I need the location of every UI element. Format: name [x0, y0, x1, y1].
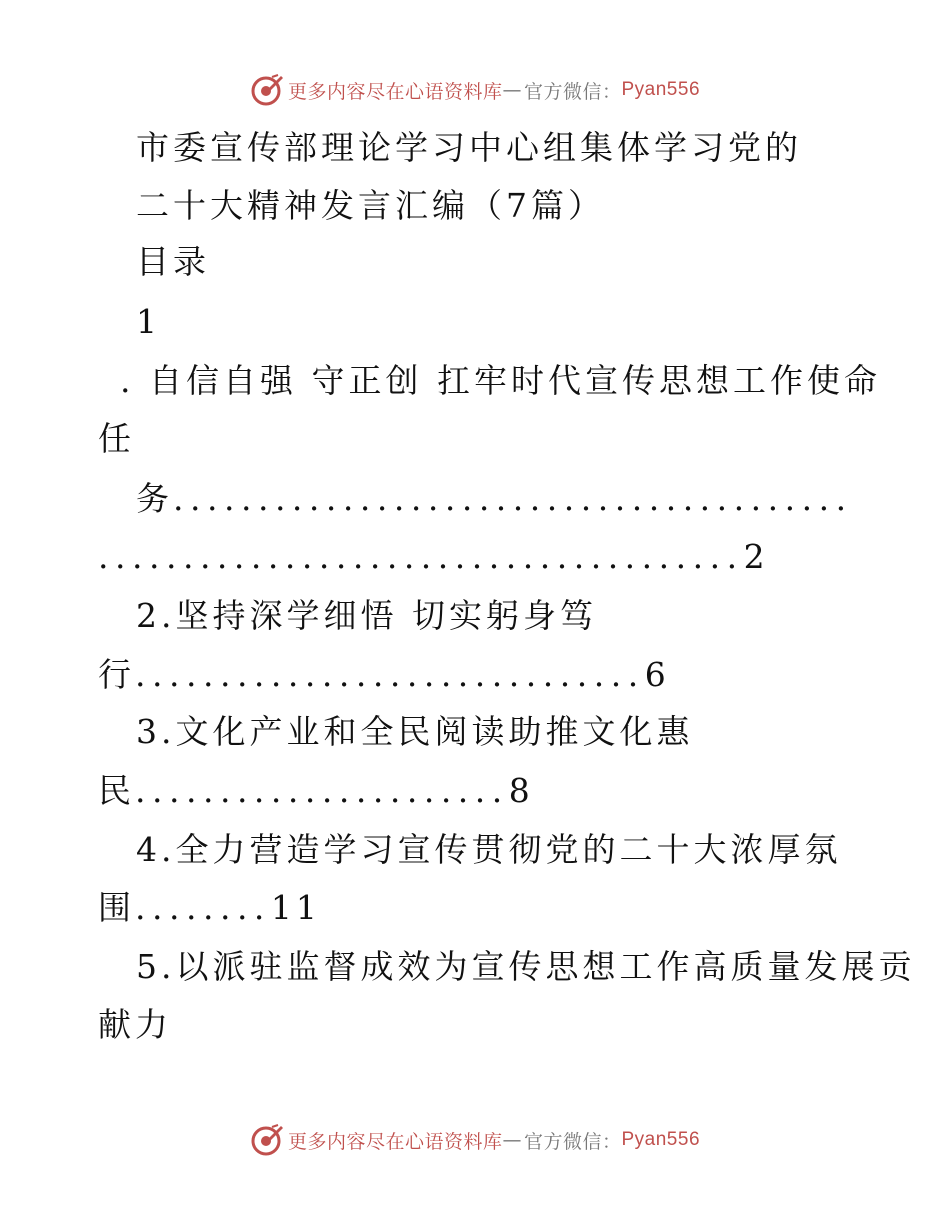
toc-entry-3-wrap: [98, 771, 534, 811]
toc-entry-3-number: 3.: [136, 712, 176, 751]
document-title-line-1: 市委宣传部理论学习中心组集体学习党的: [136, 128, 802, 167]
banner-separator: —: [502, 1129, 522, 1151]
toc-heading: 目录: [136, 242, 210, 281]
banner-wechat-id: Pyan556: [621, 1129, 701, 1150]
toc-entry-1-title-wrap-2: [136, 479, 853, 519]
toc-entry-1-number: 1: [136, 302, 161, 341]
toc-entry-1-leader-2: ......................................: [98, 537, 744, 576]
toc-entry-2-title-wrap: 行: [98, 655, 135, 694]
toc-entry-3-title: 文化产业和全民阅读助推文化惠: [175, 712, 694, 751]
toc-entry-2-wrap: [98, 655, 670, 695]
toc-entry-2-page: 6: [644, 655, 670, 694]
toc-entry-5-title: 以派驻监督成效为宣传思想工作高质量发展贡: [175, 947, 916, 986]
toc-entry-2-title: 坚持深学细悟 切实躬身笃: [175, 596, 597, 635]
toc-entry-5-number: 5.: [136, 947, 176, 986]
document-title-line-2: 二十大精神发言汇编（7篇）: [136, 186, 605, 225]
pen-logo-icon: [250, 1123, 284, 1157]
toc-entry-4-page: 11: [270, 888, 321, 927]
toc-entry-3: [136, 712, 694, 752]
toc-entry-4-leader: ........: [135, 888, 271, 927]
watermark-banner-top: [0, 70, 950, 110]
toc-entry-4-title: 全力营造学习宣传贯彻党的二十大浓厚氛: [175, 830, 842, 869]
toc-entry-4-number: 4.: [136, 830, 176, 869]
toc-entry-1-title: . 自信自强 守正创 扛牢时代宣传思想工作使命: [120, 361, 881, 400]
toc-entry-2-number: 2.: [136, 596, 176, 635]
toc-entry-1-leader-line: [98, 537, 769, 577]
watermark-banner-bottom: [0, 1120, 950, 1160]
toc-entry-2: [136, 596, 597, 636]
banner-wechat-id: Pyan556: [621, 79, 701, 100]
toc-entry-1-leader-1: ........................................: [173, 479, 853, 518]
toc-entry-5-title-wrap: 献力: [98, 1005, 172, 1044]
banner-text: 更多内容尽在心语资料库: [287, 1130, 503, 1153]
toc-entry-1-page: 2: [743, 537, 769, 576]
toc-entry-4-title-wrap: 围: [98, 888, 135, 927]
banner-text: 更多内容尽在心语资料库: [287, 80, 503, 103]
toc-entry-1-title-wrap: 任: [98, 419, 135, 458]
pen-logo-icon: [250, 73, 284, 107]
toc-entry-2-leader: ..............................: [135, 655, 645, 694]
toc-entry-5: [136, 947, 916, 987]
toc-entry-3-leader: ......................: [135, 771, 509, 810]
banner-wechat-label: 官方微信：: [523, 80, 622, 103]
toc-entry-4-wrap: [98, 888, 321, 928]
toc-entry-1-last-char: 务: [136, 479, 173, 518]
toc-entry-3-page: 8: [508, 771, 534, 810]
toc-entry-4: [136, 830, 842, 870]
banner-separator: —: [502, 79, 522, 101]
toc-entry-3-title-wrap: 民: [98, 771, 135, 810]
banner-wechat-label: 官方微信：: [523, 1130, 622, 1153]
